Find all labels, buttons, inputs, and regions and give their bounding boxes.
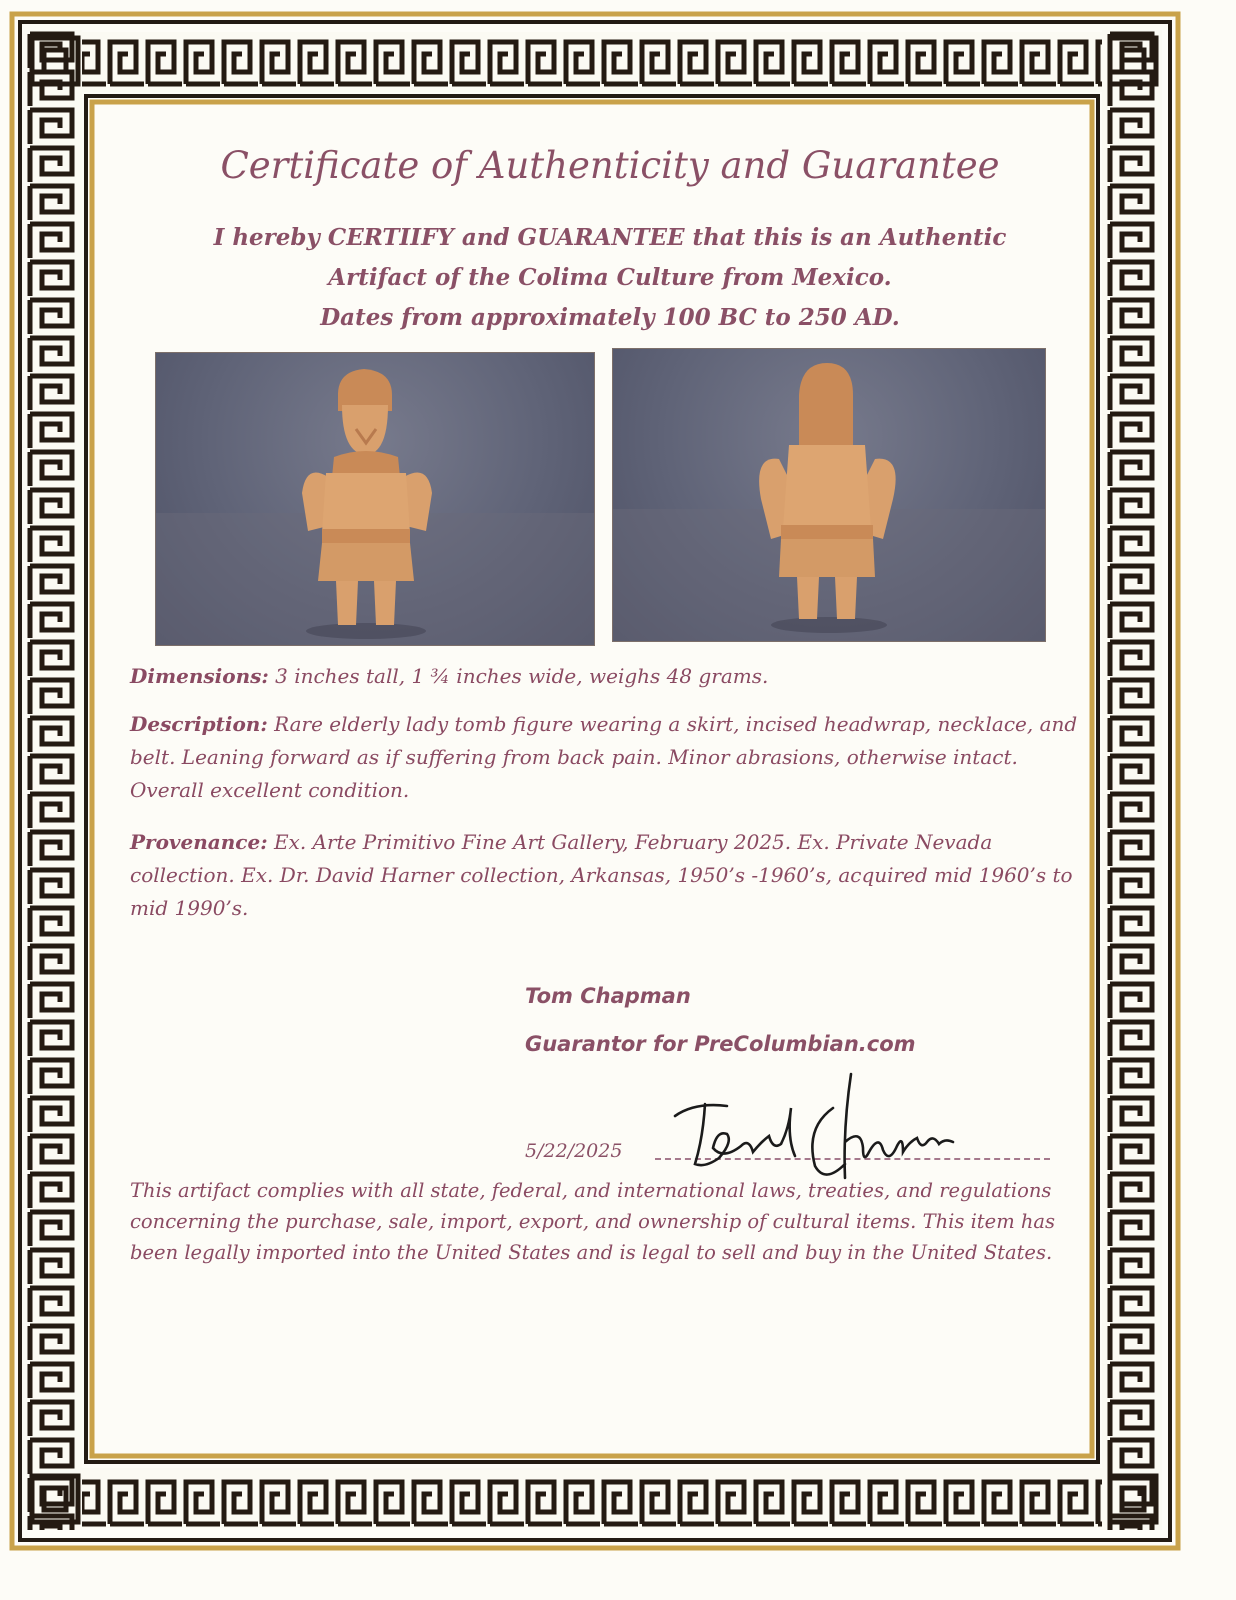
intro-line: Dates from approximately 100 BC to 250 AD.	[320, 304, 900, 331]
signature-date: 5/22/2025	[525, 1140, 623, 1162]
dimensions-label: Dimensions:	[130, 664, 269, 688]
dimensions-text: 3 inches tall, 1 ¾ inches wide, weighs 48 grams.	[275, 664, 769, 688]
intro-line: Artifact of the Colima Culture from Mexico.	[328, 264, 892, 291]
provenance-paragraph	[130, 826, 1080, 925]
certificate-body	[110, 110, 1110, 1470]
description-paragraph	[130, 708, 1080, 807]
intro-line: I hereby CERTIIFY and GUARANTEE that this is an Authentic	[213, 224, 1007, 251]
figure-front-photo	[155, 352, 595, 646]
guarantor-name: Tom Chapman	[525, 984, 691, 1008]
legal-compliance-statement: This artifact complies with all state, federal, and international laws, treaties, and regulations concerning the purchase, sale, import, export, and ownership of cultural items. This item has been legally imported into the United States and is legal to sell and buy in the United States.	[130, 1179, 1056, 1264]
description-text: Rare elderly lady tomb figure wearing a skirt, incised headwrap, necklace, and belt. Leaning forward as if suffering from back pain. Minor abrasions, otherwise intact. Overall excellent condition.	[130, 712, 1078, 802]
provenance-label: Provenance:	[130, 830, 268, 854]
guarantor-role: Guarantor for PreColumbian.com	[525, 1032, 916, 1056]
certification-statement	[110, 218, 1110, 338]
certificate-title: Certificate of Authenticity and Guarantee	[220, 144, 1000, 187]
dimensions-paragraph	[130, 660, 1080, 693]
figure-back-photo	[612, 348, 1046, 642]
description-label: Description:	[130, 712, 268, 736]
provenance-text: Ex. Arte Primitivo Fine Art Gallery, February 2025. Ex. Private Nevada collection. Ex. Dr. David Harner collection, Arkansas, 1950’s -1960’s, acquired mid 1960’s to mid 1990’s.	[130, 830, 1073, 920]
